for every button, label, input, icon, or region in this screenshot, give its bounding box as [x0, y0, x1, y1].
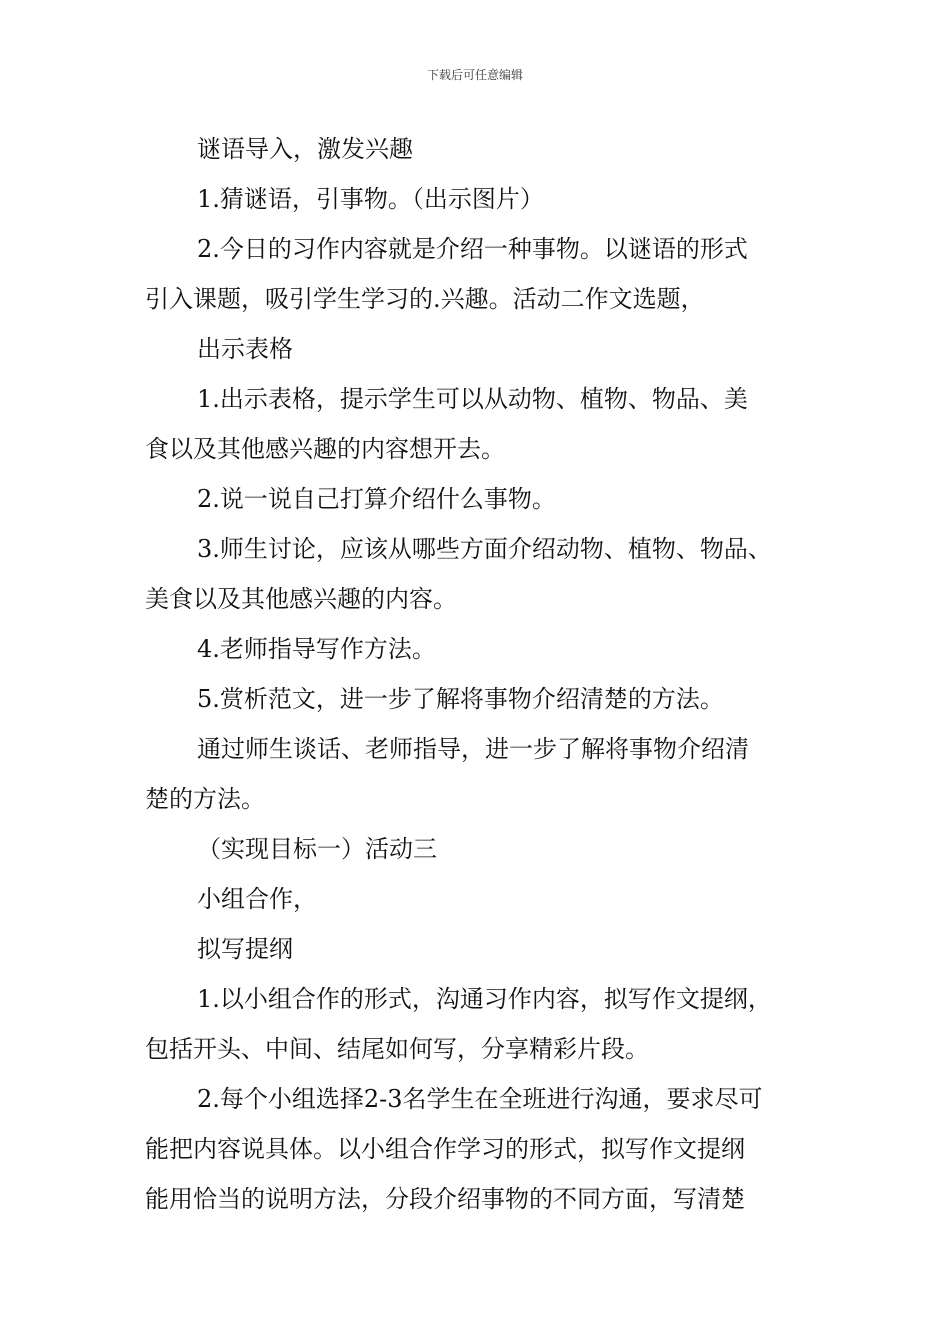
paragraph-line: 食以及其他感兴趣的内容想开去。	[145, 435, 505, 463]
paragraph-line: 楚的方法。	[145, 785, 265, 813]
paragraph-line: 4.老师指导写作方法。	[197, 635, 436, 663]
paragraph-line: 3.师生讨论，应该从哪些方面介绍动物、植物、物品、	[197, 535, 772, 563]
paragraph-line: 美食以及其他感兴趣的内容。	[145, 585, 457, 613]
paragraph-line: 能把内容说具体。以小组合作学习的形式，拟写作文提纲	[145, 1135, 745, 1163]
paragraph-line: 小组合作，	[197, 885, 317, 913]
paragraph-line: 5.赏析范文，进一步了解将事物介绍清楚的方法。	[197, 685, 724, 713]
paragraph-line: 1.出示表格，提示学生可以从动物、植物、物品、美	[197, 385, 748, 413]
paragraph-line: 能用恰当的说明方法，分段介绍事物的不同方面，写清楚	[145, 1185, 745, 1213]
paragraph-line: 引入课题，吸引学生学习的.兴趣。活动二作文选题，	[145, 285, 705, 313]
paragraph-line: 拟写提纲	[197, 935, 293, 963]
paragraph-line: 包括开头、中间、结尾如何写，分享精彩片段。	[145, 1035, 649, 1063]
paragraph-line: 2.今日的习作内容就是介绍一种事物。以谜语的形式	[197, 235, 748, 263]
paragraph-line: 1.猜谜语，引事物。（出示图片）	[197, 185, 544, 213]
paragraph-line: 2.每个小组选择2-3名学生在全班进行沟通，要求尽可	[197, 1085, 763, 1113]
paragraph-line: 2.说一说自己打算介绍什么事物。	[197, 485, 556, 513]
page-header: 下载后可任意编辑	[426, 68, 523, 82]
paragraph-line: 通过师生谈话、老师指导，进一步了解将事物介绍清	[197, 735, 749, 763]
paragraph-line: 谜语导入，激发兴趣	[197, 135, 413, 163]
paragraph-line: （实现目标一）活动三	[197, 835, 437, 863]
paragraph-line: 1.以小组合作的形式，沟通习作内容，拟写作文提纲，	[197, 985, 772, 1013]
paragraph-line: 出示表格	[197, 335, 293, 363]
document-body	[145, 124, 810, 1224]
